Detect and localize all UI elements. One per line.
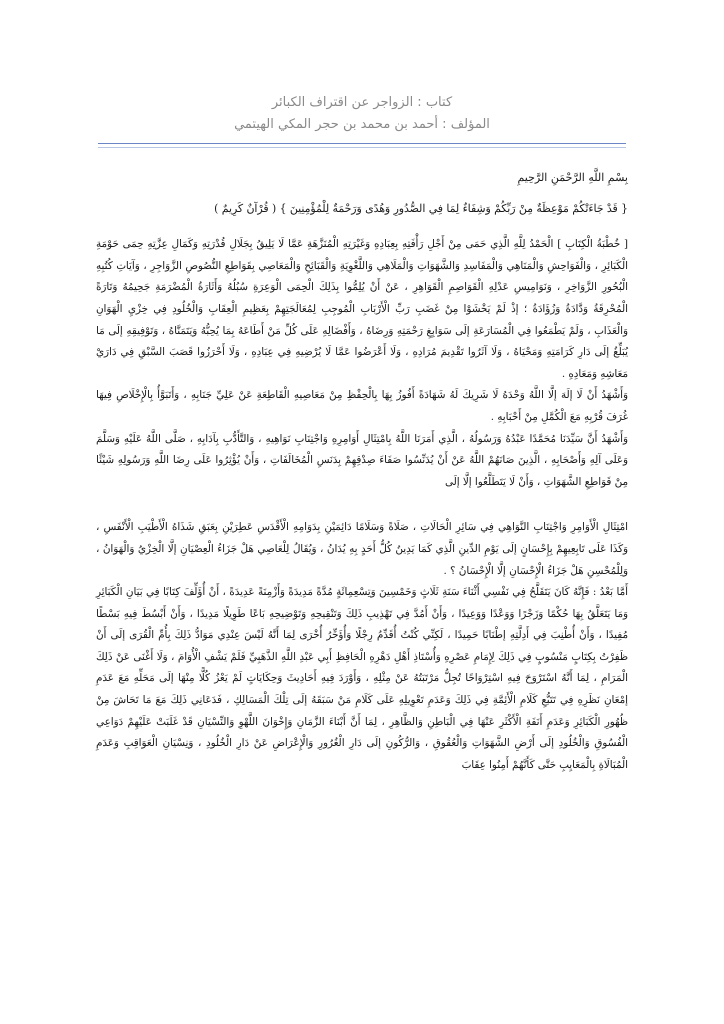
paragraph-shahada-1: وَأَشْهَدُ أَنْ لَا إلَهَ إلَّا اللَّهُ وَحْدَهُ لَا شَرِيكَ لَهُ شَهَادَةً أَفُوزُ بِهَا بِالْحِفْظِ مِنْ مَعَاصِيهِ الْقَاطِعَةِ عَنْ عَلِيِّ جَنَابِهِ ، وَأَتَبَوَّأُ بِالْإِخْلَاصِ فِيهَا غُرَفَ قُرْبِهِ مَعَ الْكُمَّلِ مِنْ أَحْبَابِهِ . — [96, 389, 628, 423]
paragraph-sermon: [ خُطْبَةُ الْكِتَابِ ] الْحَمْدُ لِلَّهِ الَّذِي حَمَى مِنْ أَجْلِ رَأْفَتِهِ بِعِبَادِهِ وَغَيْرَتِهِ الْمُنَزَّهَةِ عَمَّا لَا يَلِيقُ بِجَلَالِ قُدْرَتِهِ وَكَمَالِ عِزَّتِهِ حِمَى حَوْمَةِ الْكَبَائِرِ ، وَالْفَوَاحِشِ وَالْمَنَاهِي وَالْمَفَاسِدِ وَالشَّهَوَاتِ وَالْمَلَاهِي وَاللَّغْوِيَةِ وَالْقَبَائِحِ وَالْمَعَاصِي بِقَوَاطِعِ النُّصُوصِ الزَّوَاجِرِ ، وَآيَاتِ كُتُبِهِ الْبُحُورِ الزَّوَاخِرِ ، وَنَوَامِيسِ عَدْلِهِ الْقَوَاصِمِ الْقَوَاهِرِ ، عَنْ أَنْ يُلِمُّوا بِذَلِكَ الْحِمَى الْوَعِرَةِ سُبُلُهُ وَأَثَارَةُ الْمُضْرَمَةِ جَحِيمُهُ وَتَارَةً الْمُحْرِقَةُ وَدَّادَةُ وَزُؤَادَةُ ؛ إذْ لَمْ يَخْشَوْا مِنْ غَضَبِ رَبِّ الْأَرْبَابِ الْمُوجِبِ لِمُعَالَجَتِهِمْ بِعَظِيمِ الْعِقَابِ وَالْخُلُودِ فِي خِزْيِ الْهَوَانِ وَالْعَذَابِ ، وَلَمْ يَطْمَعُوا فِي الْمُسَارَعَةِ إلَى سَوَابِغِ رَحْمَتِهِ وَرِضَاهُ ، وَأَفْضَالِهِ عَلَى كُلِّ مَنْ أَطَاعَهُ بِمَا يُحِبُّهُ وَيَتَمَنَّاهُ ، وَتَوْفِيقِهِ إلَى مَا يُبَلِّغُ إلَى دَارِ كَرَامَتِهِ وَمَحْيَاهُ ، وَلَا آثَرُوا تَقْدِيمَ مُرَادِهِ ، وَلَا أَعْرَضُوا عَمَّا لَا يُرْضِيهِ فِي عِبَادِهِ ، وَلَا أَحْرَزُوا قَصَبَ السَّبْقِ فِي دَارَيْ مَعَاشِهِ وَمَعَادِهِ . — [96, 238, 628, 380]
paragraph-salawat: امْتِثَالِ الْأَوَامِرِ وَاجْتِنَابِ النَّوَاهِي فِي سَائِرِ الْحَالَاتِ ، صَلَاةً وَسَلَامًا دَائِمَيْنِ بِدَوَامِهِ الْأَقْدَسِ عَطِرَيْنِ بِعَبَقِ شَذَاهُ الْأَطْيَبِ الْأَنْفَسِ ، وَكَذَا عَلَى تَابِعِيهِمْ بِإِحْسَانٍ إلَى يَوْمِ الدِّينِ الَّذِي كَمَا يَدِينُ كُلُّ أَحَدٍ بِهِ يُدَانُ ، وَيُقَالُ لِلْعَاصِي هَلْ جَزَاءُ الْعِصْيَانِ إلَّا الْخِزْيُ وَالْهَوَانُ ، وَلِلْمُحْسِنِ هَلْ جَزَاءُ الْإِحْسَانِ إلَّا الْإِحْسَانُ ؟ . — [96, 521, 628, 577]
author-line: المؤلف : أحمد بن محمد بن حجر المكي الهيتمي — [234, 117, 490, 132]
document-body — [96, 167, 628, 776]
document-header — [0, 92, 724, 136]
quran-verse: { قَدْ جَاءَتْكُمْ مَوْعِظَةٌ مِنْ رَبِّكُمْ وَشِفَاءٌ لِمَا فِي الصُّدُورِ وَهُدًى وَرَحْمَةٌ لِلْمُؤْمِنِينَ } ( قُرْآنٌ كَرِيمٌ ) — [214, 201, 628, 215]
basmala: بِسْمِ اللَّهِ الرَّحْمَنِ الرَّحِيمِ — [517, 171, 628, 184]
paragraph-shahada-2: وَأَشْهَدُ أَنَّ سَيِّدَنَا مُحَمَّدًا عَبْدُهُ وَرَسُولُهُ ، الَّذِي أَمَرَنَا اللَّهُ بِامْتِثَالِ أَوَامِرِهِ وَاجْتِنَابِ نَوَاهِيهِ ، وَالتَّأَدُّبِ بِآدَابِهِ ، صَلَّى اللَّهُ عَلَيْهِ وَسَلَّمَ وَعَلَى آلِهِ وَأَصْحَابِهِ ، الَّذِينَ صَانَهُمْ اللَّهُ عَنْ أَنْ يُدَنِّسُوا صَفَاءَ صِدْقِهِمْ بِدَنَسِ الْمُخَالَفَاتِ ، وَأَنْ يُؤْثِرُوا عَلَى رِضَا اللَّهِ وَرَسُولِهِ شَيْئًا مِنْ قَوَاطِعِ الشَّهَوَاتِ ، وَأَنْ لَا يَتَطَلَّعُوا إلَّا إلَى — [96, 432, 628, 488]
header-divider-light — [98, 147, 626, 148]
header-divider-dark — [98, 143, 626, 144]
book-title: كتاب : الزواجر عن اقتراف الكبائر — [271, 95, 453, 110]
paragraph-amma-bad: أَمَّا بَعْدُ : فَإِنَّهُ كَانَ يَتَقَلَّحُ فِي نَفْسِي أَثْنَاءَ سَنَةِ ثَلَاثٍ وَخَمْسِينَ وَتِسْعِمِائَةٍ مُدَّةً مَدِيدَةً وَأَزْمِنَةً عَدِيدَةً ، أَنْ أُؤَلِّفَ كِتَابًا فِي بَيَانِ الْكَبَائِرِ وَمَا يَتَعَلَّقُ بِهَا حُكْمًا وَزَجْرًا وَوَعْدًا وَوَعِيدًا ، وَأَنْ أَمُدَّ فِي تَهْذِيبِ ذَلِكَ وَتَنْقِيحِهِ وَتَوْضِيحِهِ بَاعًا طَوِيلًا مَدِيدًا ، وَأَنْ أَبْسُطَ فِيهِ بَسْطًا مُفِيدًا ، وَأَنْ أُطْنِبَ فِي أَدِلَّتِهِ إطْنَابًا حَمِيدًا ، لَكِنِّي كُنْتُ أُقَدِّمُ رِجْلًا وَأُؤَخِّرُ أُخْرَى لِمَا أَنَّهُ لَيْسَ عِنْدِي مَوَادُّ ذَلِكَ بِأُمِّ الْقُرَى إلَى أَنْ ظَفِرْتُ بِكِتَابٍ مَنْسُوبٍ فِي ذَلِكَ لِإِمَامِ عَصْرِهِ وَأُسْتَاذِ أَهْلِ دَهْرِهِ الْحَافِظِ أَبِي عَبْدِ اللَّهِ الذَّهَبِيِّ فَلَمْ يَشْفِ الْأُوَامَ ، وَلَا أَغْنَى عَنْ ذَلِكَ الْمَرَامِ ، لِمَا أَنَّهُ اسْتَرْوَحَ فِيهِ اسْتِرْوَاحًا تُجِلُّ مَرْتَبَتُهُ عَنْ مِثْلِهِ ، وَأَوْرَدَ فِيهِ أَحَادِيثَ وَحِكَايَاتٍ لَمْ يَعْزُ كُلًّا مِنْهَا إلَى مَحَلِّهِ مَعَ عَدَمِ إمْعَانِ نَظَرِهِ فِي تَتَبُّعِ كَلَامِ الْأَئِمَّةِ فِي ذَلِكَ وَعَدَمِ تَعْوِيلِهِ عَلَى كَلَامِ مَنْ سَبَقَهُ إلَى تِلْكَ الْمَسَالِكِ ، فَدَعَانِي ذَلِكَ مَعَ مَا تَحَاشَ مِنْ ظُهُورِ الْكَبَائِرِ وَعَدَمِ أَنَفَةِ الْأَكْثَرِ عَنْهَا فِي الْبَاطِنِ وَالظَّاهِرِ ، لِمَا أَنَّ أَبْنَاءَ الزَّمَانِ وَإِخْوَانَ اللَّهْوِ وَالنِّسْيَانِ قَدْ غَلَبَتْ عَلَيْهِمْ دَوَاعِي الْفُسُوقِ وَالْخُلُودِ إلَى أَرْضِ الشَّهَوَاتِ وَالْعُقُوقِ ، وَالرُّكُونِ إلَى دَارِ الْغُرُورِ وَالْإِعْرَاضِ عَنْ دَارِ الْخُلُودِ ، وَنِسْيَانِ الْعَوَاقِبِ وَعَدَمِ الْمُبَالَاةِ بِالْمَعَايِبِ حَتَّى كَأَنَّهُمْ أَمِنُوا عِقَابَ — [96, 586, 628, 771]
